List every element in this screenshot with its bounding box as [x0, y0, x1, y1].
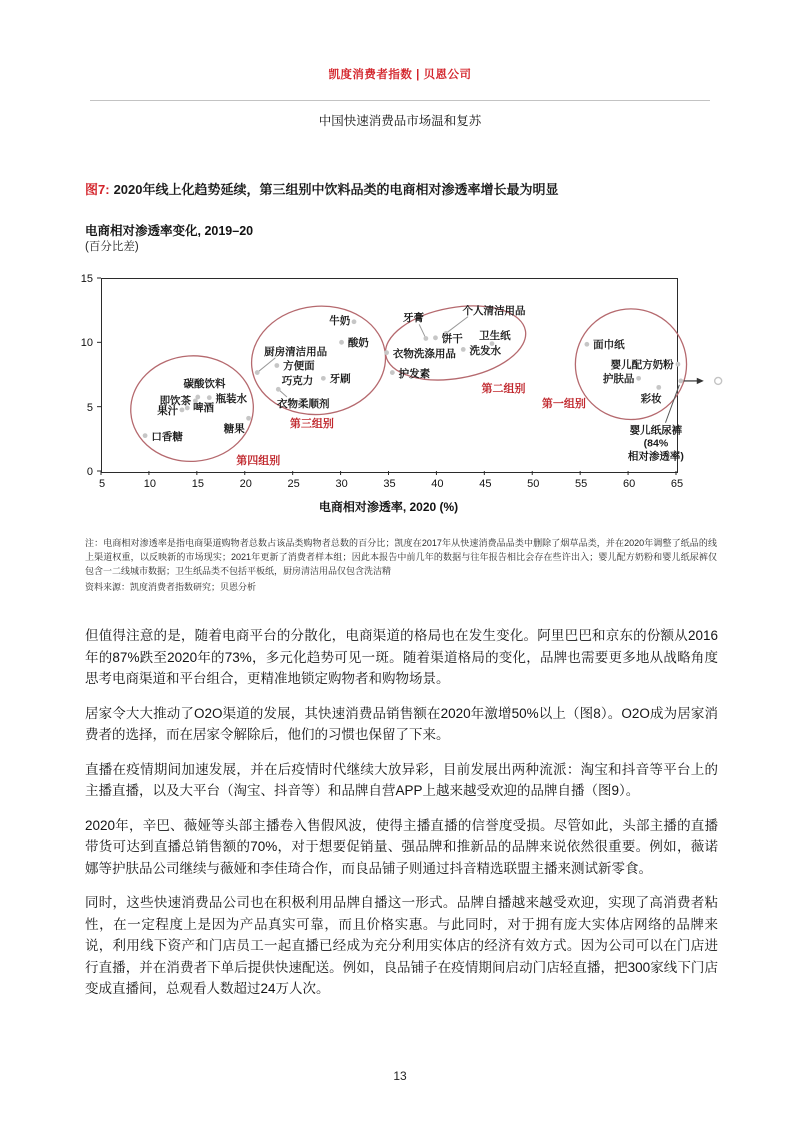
data-point-label: 牙刷: [329, 373, 351, 386]
data-point: [352, 319, 357, 324]
data-point: [636, 376, 641, 381]
data-point-label: 卫生纸: [479, 329, 511, 342]
x-tick-label: 25: [287, 478, 300, 490]
chart-title: 电商相对渗透率变化, 2019–20: [85, 224, 254, 238]
data-point-label: 糖果: [223, 422, 245, 435]
data-point: [321, 376, 326, 381]
data-point-label: 个人清洁用品: [462, 305, 526, 318]
data-point-label: 巧克力: [281, 375, 314, 388]
data-point: [676, 362, 681, 367]
y-tick-label: 5: [86, 401, 93, 414]
chart-subtitle: (百分比差): [85, 241, 139, 253]
label-leader-line: [257, 358, 275, 373]
data-point-label: 厨房清洁用品: [264, 345, 328, 358]
y-tick-label: 15: [80, 273, 93, 285]
data-point: [656, 385, 661, 390]
x-tick-label: 5: [98, 478, 106, 490]
x-tick-label: 10: [143, 478, 157, 490]
data-point-label: 瓶装水: [215, 392, 248, 405]
data-point-label: 饼干: [441, 332, 463, 345]
data-point: [461, 347, 466, 352]
data-point-label: 洗发水: [469, 345, 502, 358]
data-point: [384, 350, 389, 355]
data-point-label: 衣物柔顺剂: [277, 397, 330, 410]
group-label: 第一组别: [541, 398, 586, 411]
data-point-label: 果汁: [157, 404, 179, 417]
x-axis-title: 电商相对渗透率, 2020 (%): [318, 500, 459, 514]
data-point-label: 酸奶: [347, 336, 369, 349]
data-point-label: 口香糖: [151, 431, 183, 444]
annotation-leader-line: [665, 385, 679, 423]
data-point: [246, 416, 251, 421]
page-header: 凯度消费者指数 | 贝恩公司: [328, 69, 472, 81]
data-point: [339, 340, 344, 345]
data-point: [255, 370, 260, 375]
outside-data-point: [715, 377, 722, 384]
x-tick-label: 15: [191, 478, 204, 490]
data-point-label: 彩妆: [640, 392, 662, 405]
data-point-label: 啤酒: [193, 402, 215, 415]
report-subtitle: 中国快速消费品市场温和复苏: [318, 114, 482, 128]
data-point: [584, 342, 589, 347]
data-point: [678, 379, 683, 384]
page-number: 13: [393, 1069, 407, 1083]
data-point-label: 衣物洗涤用品: [392, 348, 456, 361]
data-point-label: 婴儿配方奶粉: [610, 359, 674, 372]
chart-notes: 注：电商相对渗透率是指电商渠道购物者总数占该品类购物者总数的百分比；凯度在2017年从快速消费品品类中删除了烟草品类，并在2020年调整了纸品的线上渠道权重，以反映新的市场现实；2021年更新了消费者样本组；因此本报告中前几年的数据与往年报告相比会存在些许出入；婴儿配方奶粉和婴儿纸尿裤仅包含一二线城市数据；卫生纸品类不包括平板纸，厨房清洁用品仅包含洗洁精: [85, 538, 717, 577]
x-tick-label: 20: [239, 478, 252, 490]
group-label: 第四组别: [236, 454, 281, 467]
body-paragraph: 同时，这些快速消费品公司也在积极利用品牌自播这一形式。品牌自播越来越受欢迎，实现了高消费者粘性，在一定程度上是因为产品真实可靠，而且价格实惠。与此同时，对于拥有庞大实体店网络的品牌来说，利用线下资产和门店员工一起直播已经成为充分利用实体店的经济有效方式。因为公司可以在门店进行直播，并在消费者下单后提供快速配送。例如，良品铺子在疫情期间启动门店轻直播，把300家线下门店变成直播间，总观看人数超过24万人次。: [85, 895, 718, 996]
diaper-annotation-line: 婴儿纸尿裤: [629, 424, 683, 436]
y-tick-label: 10: [80, 337, 93, 350]
x-tick-label: 30: [335, 478, 348, 490]
data-point-label: 方便面: [283, 360, 315, 373]
data-point-label: 牙膏: [402, 312, 424, 325]
body-paragraph: 但值得注意的是，随着电商平台的分散化，电商渠道的格局也在发生变化。阿里巴巴和京东的份额从2016年的87%跌至2020年的73%，多元化趋势可见一斑。随着渠道格局的变化，品牌也需要更多地从战略角度思考电商渠道和平台组合，更精准地锁定购物者和购物场景。: [85, 628, 718, 686]
data-point: [433, 335, 438, 340]
x-tick-label: 55: [575, 478, 588, 490]
data-point: [276, 387, 281, 392]
data-point-label: 即饮茶: [159, 395, 192, 408]
data-point-label: 护肤品: [602, 373, 635, 386]
scatter-plot: [80, 273, 684, 490]
right-arrow-head: [697, 378, 704, 384]
label-leader-line: [446, 317, 468, 334]
diaper-annotation-line: 相对渗透率): [627, 450, 684, 463]
figure-caption-text: 2020年线上化趋势延续，第三组别中饮料品类的电商相对渗透率增长最为明显: [113, 182, 559, 197]
body-text: [85, 625, 718, 1013]
body-paragraph: 直播在疫情期间加速发展，并在后疫情时代继续大放异彩，目前发展出两种流派：淘宝和抖音等平台上的主播直播，以及大平台（淘宝、抖音等）和品牌自营APP上越来越受欢迎的品牌自播（图9）。: [85, 761, 718, 798]
data-point-label: 碳酸饮料: [183, 377, 226, 390]
x-tick-label: 50: [527, 478, 540, 490]
x-tick-label: 65: [670, 478, 684, 490]
data-point-label: 护发素: [398, 368, 431, 381]
x-tick-label: 35: [383, 478, 396, 490]
body-paragraph: 居家令大大推动了O2O渠道的发展，其快速消费品销售额在2020年激增50%以上（图8）。O2O成为居家消费者的选择，而在居家令解除后，他们的习惯也保留了下来。: [85, 705, 718, 742]
diaper-annotation-line: (84%: [643, 437, 669, 450]
data-point: [274, 363, 279, 368]
data-point: [423, 336, 428, 341]
group-label: 第二组别: [481, 382, 526, 395]
diaper-annotation: [628, 424, 684, 463]
data-point: [180, 407, 185, 412]
figure-caption: [85, 179, 725, 198]
header-divider: [90, 100, 710, 101]
x-tick-label: 60: [622, 478, 636, 490]
x-tick-label: 40: [431, 478, 444, 490]
chart-source: 资料来源：凯度消费者指数研究；贝恩分析: [85, 582, 257, 592]
data-point-label: 牛奶: [329, 314, 351, 327]
group-label: 第三组别: [289, 418, 334, 431]
y-tick-label: 0: [86, 466, 93, 478]
data-point: [207, 395, 212, 400]
data-point-label: 面巾纸: [593, 339, 625, 352]
figure-label: 图7:: [85, 182, 110, 197]
x-tick-label: 45: [479, 478, 492, 490]
data-point: [143, 433, 148, 438]
group-ellipse: [127, 352, 257, 466]
data-point: [390, 370, 395, 375]
body-paragraph: 2020年，辛巴、薇娅等头部主播卷入售假风波，使得主播直播的信誉度受损。尽管如此，头部主播的直播带货可达到直播总销售额的70%，对于想要促销量、强品牌和推新品的品牌来说依然很重要。例如，薇诺娜等护肤品公司继续与薇娅和李佳琦合作，而良品铺子则通过抖音精选联盟主播来测试新零食。: [85, 817, 718, 876]
